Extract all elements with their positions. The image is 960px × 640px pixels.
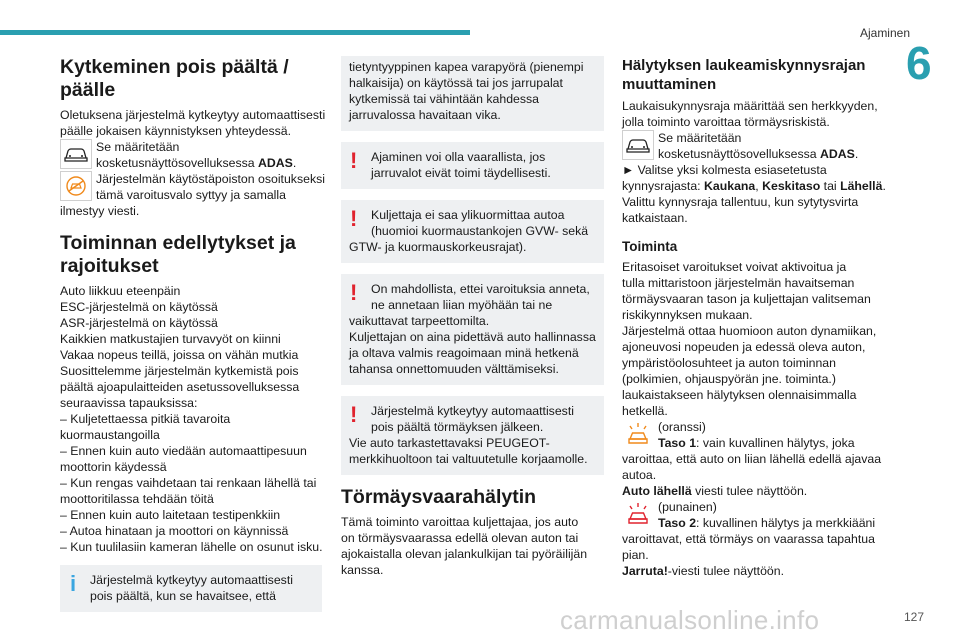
heading-collision-alert: Törmäysvaarahälytin: [341, 486, 537, 508]
threshold-choose: ► Valitse yksi kolmesta esiasetetusta kynnysrajasta: Kaukana, Keskitaso tai Lähellä. Valittu kynnysraja tallentuu, kun sytytysvirta katkaistaan.: [622, 163, 886, 225]
section-title: Ajaminen: [859, 26, 910, 40]
adas-note: Se määritetään kosketusnäyttösovelluksessa ADAS.: [60, 139, 322, 171]
intro-text: Oletuksena järjestelmä kytkeytyy automaattisesti päälle jokaisen käynnistyksen yhteydessä.: [60, 108, 326, 138]
heading-threshold: Hälytyksen laukeamiskynnysrajan muuttaminen: [622, 57, 866, 93]
warning-box-brake-lights: ! Ajaminen voi olla vaarallista, jos jarruvalot eivät toimi täydellisesti.: [341, 142, 604, 189]
threshold-intro: Laukaisukynnysraja määrittää sen herkkyyden, jolla toiminto varoittaa törmäysriskistä.: [622, 99, 878, 129]
column-3: [622, 56, 884, 579]
level-2-cont: varoittavat, että törmäys on vaarassa tapahtua pian. Jarruta!-viesti tulee näyttöön.: [622, 532, 875, 578]
heading-disable-enable: Kytkeminen pois päältä / päälle: [60, 56, 289, 101]
column-1: [60, 56, 326, 623]
car-adas-icon: [60, 139, 92, 169]
indicator-cont: ilmestyy viesti.: [60, 204, 140, 218]
warning-exclamation-icon: !: [350, 402, 358, 427]
info-icon: i: [70, 571, 77, 596]
chapter-number: 6: [906, 37, 932, 89]
collision-warning-orange-icon: [60, 171, 92, 201]
collision-warning-red-icon: [622, 499, 654, 529]
info-box: i Järjestelmä kytkeytyy automaattisesti pois päältä, kun se havaitsee, että: [60, 565, 322, 612]
header-accent-bar: [0, 30, 470, 35]
info-box-continued: tietyntyyppinen kapea varapyörä (pienempi halkaisija) on käytössä tai jos jarrupalat kytkemissä tai vähintään kahdessa jarruvalossa havaitaan vika.: [341, 56, 604, 131]
watermark: carmanualsonline.info: [560, 605, 820, 635]
level-2-note: (punainen) Taso 2: kuvallinen hälytys ja merkkiääni: [622, 499, 884, 531]
level-1-cont: varoittaa, että auto on liian lähellä edellä ajavaa autoa. Auto lähellä viesti tulee näyttöön.: [622, 452, 882, 498]
warning-box-overload: ! Kuljettaja ei saa ylikuormittaa autoa (huomioi kuormaustankojen GVW- sekä GTW- ja kuormauskorkeusrajat).: [341, 200, 604, 263]
heading-conditions: Toiminnan edellytykset ja rajoitukset: [60, 232, 296, 277]
heading-operation: Toiminta: [622, 239, 678, 254]
warning-exclamation-icon: !: [350, 148, 358, 173]
conditions-list: Auto liikkuu eteenpäin ESC-järjestelmä on käytössä ASR-järjestelmä on käytössä Kaikkien matkustajien turvavyöt on kiinni Vakaa nopeus teillä, joissa on vähän mutkia Suosittelemme järjestelmän kytkemistä pois päältä ajoapulaitteiden asetussovelluksessa seuraavissa tapauksissa: – Kuljetettaessa pitkiä tavaroita kuormaustangoilla – Ennen kuin auto viedään automaattipesuun moottorin käydessä – Kun rengas vaihdetaan tai renkaan lähellä tai moottoritilassa tehdään töitä – Ennen kuin auto laitetaan testipenkkiin – Autoa hinataan ja moottori on käynnissä – Kun tuulilasiin kameran lähelle on osunut isku.: [60, 284, 323, 554]
warning-exclamation-icon: !: [350, 280, 358, 305]
warning-exclamation-icon: !: [350, 206, 358, 231]
page-number: 127: [903, 610, 924, 624]
car-adas-icon: [622, 130, 654, 160]
level-1-note: (oranssi) Taso 1: vain kuvallinen hälytys, joka: [622, 419, 884, 451]
adas-note-2: Se määritetään kosketusnäyttösovelluksessa ADAS.: [622, 130, 884, 162]
operation-text: Eritasoiset varoitukset voivat aktivoitua ja tulla mittaristoon järjestelmän havaitseman törmäysvaaran tason ja kuljettajan valitseman riskikynnyksen mukaan. Järjestelmä ottaa huomioon auton dynamiikan, ajoneuvosi nopeuden ja edessä oleva auton, ympäristöolosuhteet ja auton toiminnan (polkimien, ohjauspyörän jne. toiminta.) laukaistakseen hälytyksen olennaisimmalla hetkellä.: [622, 260, 877, 418]
warning-box-late-alerts: ! On mahdollista, ettei varoituksia anneta, ne annetaan liian myöhään tai ne vaikuttavat tarpeettomilta. Kuljettajan on aina pidettävä auto hallinnassa ja oltava valmis reagoimaan minä hetkenä tahansa onnettomuuden välttämiseksi.: [341, 274, 604, 385]
column-2: [341, 56, 604, 578]
collision-alert-body: Tämä toiminto varoittaa kuljettajaa, jos auto on törmäysvaarassa edellä olevan auton tai ajokaistalla olevan jalankulkijan tai pyöräilijän kanssa.: [341, 515, 588, 577]
warning-box-after-collision: ! Järjestelmä kytkeytyy automaattisesti pois päältä törmäyksen jälkeen. Vie auto tarkastettavaksi PEUGEOT- merkkihuoltoon tai valtuutetulle korjaamolle.: [341, 396, 604, 475]
collision-warning-orange-icon: [622, 419, 654, 449]
indicator-note: Järjestelmän käytöstäpoiston osoitukseksi tämä varoitusvalo syttyy ja samalla: [60, 171, 322, 203]
